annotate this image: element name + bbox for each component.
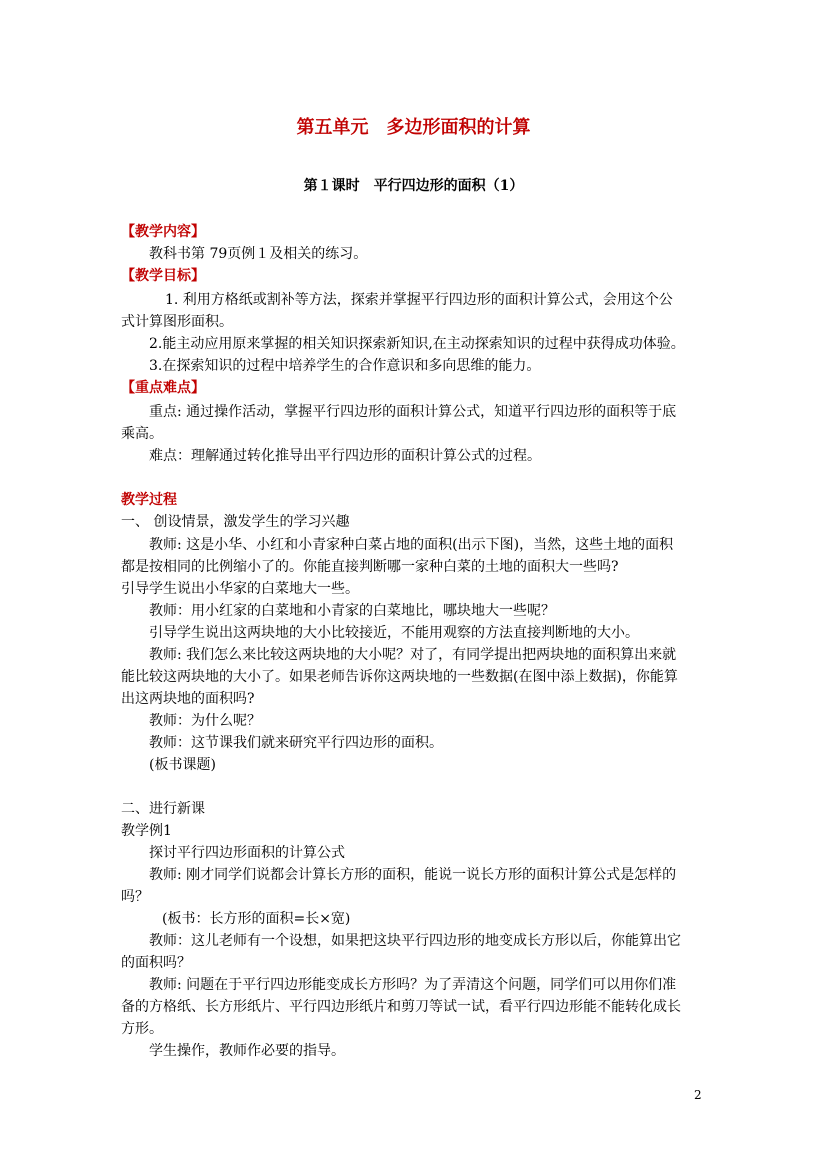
process-line: 的面积吗？ xyxy=(121,955,191,971)
process-line: 二、进行新课 xyxy=(121,801,205,817)
process-heading: 教学过程 xyxy=(121,492,177,508)
goal-line: 1. 利用方格纸或割补等方法，探索并掌握平行四边形的面积计算公式，会用这个公 xyxy=(165,292,673,308)
process-line: 教师: 刚才同学们说都会计算长方形的面积，能说一说长方形的面积计算公式是怎样的 xyxy=(149,867,677,883)
process-line: 出这两块地的面积吗? xyxy=(121,691,255,707)
process-line: 备的方格纸、长方形纸片、平行四边形纸片和剪刀等试一试，看平行四边形能不能转化成长 xyxy=(121,999,681,1015)
process-line: 学生操作，教师作必要的指导。 xyxy=(149,1043,345,1059)
goal-line: 式计算图形面积。 xyxy=(121,314,233,330)
process-line: (板书：长方形的面积=长×宽) xyxy=(162,911,351,927)
process-line: 教师: 问题在于平行四边形能变成长方形吗？为了弄清这个问题，同学们可以用你们准 xyxy=(149,977,677,993)
process-line: 探讨平行四边形面积的计算公式 xyxy=(149,845,345,861)
section-heading-key: 【重点难点】 xyxy=(121,380,205,396)
unit-title: 第五单元 多边形面积的计算 xyxy=(296,117,531,138)
process-line: 吗？ xyxy=(121,889,149,905)
key-line: 乘高。 xyxy=(121,426,163,442)
process-line: 教师: 这是小华、小红和小青家种白菜占地的面积(出示下图)，当然，这些土地的面积 xyxy=(149,537,674,553)
section-heading-goals: 【教学目标】 xyxy=(121,268,205,284)
process-line: 方形。 xyxy=(121,1021,163,1037)
process-line: 一、 创设情景，激发学生的学习兴趣 xyxy=(121,514,350,530)
page-number: 2 xyxy=(694,1088,702,1102)
process-line: 能比较这两块地的大小了。如果老师告诉你这两块地的一些数据(在图中添上数据)，你能算 xyxy=(121,669,678,685)
process-line: 教师：为什么呢？ xyxy=(149,713,261,729)
lesson-title: 第１课时 平行四边形的面积（1） xyxy=(303,178,524,194)
process-line: 都是按相同的比例缩小了的。你能直接判断哪一家种白菜的土地的面积大一些吗? xyxy=(121,559,619,575)
key-line: 难点：理解通过转化推导出平行四边形的面积计算公式的过程。 xyxy=(149,448,541,464)
section-heading-content: 【教学内容】 xyxy=(121,224,205,240)
process-line: 引导学生说出小华家的白菜地大一些。 xyxy=(121,581,359,597)
goal-line: 2.能主动应用原来掌握的相关知识探索新知识,在主动探索知识的过程中获得成功体验。 xyxy=(149,336,685,352)
process-line: 教师: 我们怎么来比较这两块地的大小呢？对了，有同学提出把两块地的面积算出来就 xyxy=(149,647,677,663)
process-line: 教师：用小红家的白菜地和小青家的白菜地比，哪块地大一些呢？ xyxy=(149,603,555,619)
process-line: 引导学生说出这两块地的大小比较接近，不能用观察的方法直接判断地的大小。 xyxy=(149,625,639,641)
key-line: 重点: 通过操作活动，掌握平行四边形的面积计算公式，知道平行四边形的面积等于底 xyxy=(149,404,677,420)
process-line: 教师：这节课我们就来研究平行四边形的面积。 xyxy=(149,735,443,751)
content-text: 教科书第 79页例１及相关的练习。 xyxy=(149,246,368,262)
process-line: 教学例1 xyxy=(121,823,172,839)
process-line: (板书课题) xyxy=(149,757,216,773)
process-line: 教师：这儿老师有一个设想，如果把这块平行四边形的地变成长方形以后，你能算出它 xyxy=(149,933,681,949)
goal-line: 3.在探索知识的过程中培养学生的合作意识和多向思维的能力。 xyxy=(149,358,541,374)
